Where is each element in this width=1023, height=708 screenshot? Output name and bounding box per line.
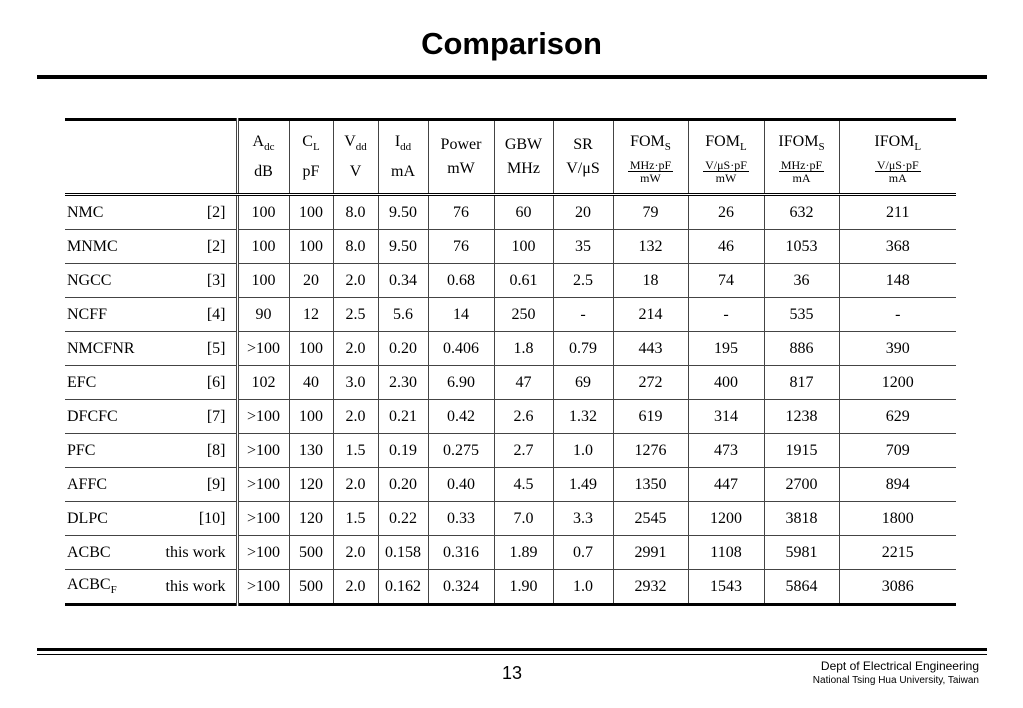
column-header xyxy=(428,120,494,195)
column-header-symbol: Power xyxy=(440,136,482,153)
unit-denominator: mA xyxy=(792,171,811,186)
table-cell: 500 xyxy=(289,570,333,605)
design-name: ACBC xyxy=(67,576,111,594)
table-cell: 0.68 xyxy=(428,264,494,298)
table-cell: 2.0 xyxy=(333,264,378,298)
column-header xyxy=(764,120,839,195)
table-cell: 79 xyxy=(613,195,688,230)
table-cell: 1.89 xyxy=(494,536,553,570)
column-header-unit: V xyxy=(349,162,362,180)
column-header xyxy=(839,120,956,195)
column-header-label xyxy=(495,133,553,157)
table-cell: 2545 xyxy=(613,502,688,536)
column-header-label xyxy=(689,130,764,159)
table-cell: 3.3 xyxy=(553,502,613,536)
column-header-unit: pF xyxy=(302,162,320,180)
table-cell: 74 xyxy=(688,264,764,298)
column-header xyxy=(289,120,333,195)
column-header-symbol: GBW xyxy=(504,136,543,153)
table-cell: 2932 xyxy=(613,570,688,605)
column-header-symbol: V xyxy=(344,133,356,151)
table-cell: 500 xyxy=(289,536,333,570)
table-cell: 272 xyxy=(613,366,688,400)
column-header-label xyxy=(765,130,839,159)
column-header xyxy=(494,120,553,195)
column-header xyxy=(333,120,378,195)
table-cell: 2.5 xyxy=(553,264,613,298)
table-cell: 619 xyxy=(613,400,688,434)
row-design-name xyxy=(65,434,160,468)
table-cell: 629 xyxy=(839,400,956,434)
row-design-name xyxy=(65,468,160,502)
table-cell: 100 xyxy=(289,332,333,366)
table-cell: 46 xyxy=(688,230,764,264)
table-cell: >100 xyxy=(237,400,289,434)
table-cell: 0.275 xyxy=(428,434,494,468)
slide-title: Comparison xyxy=(421,26,602,61)
unit-fraction xyxy=(875,159,921,184)
table-cell: 211 xyxy=(839,195,956,230)
table-cell: 0.33 xyxy=(428,502,494,536)
table-cell: 886 xyxy=(764,332,839,366)
table-cell: 26 xyxy=(688,195,764,230)
column-header-label xyxy=(840,130,957,159)
table-cell: 1.0 xyxy=(553,570,613,605)
design-name: NCFF xyxy=(67,305,108,323)
table-cell: 6.90 xyxy=(428,366,494,400)
table-cell: 1200 xyxy=(688,502,764,536)
table-cell: 12 xyxy=(289,298,333,332)
column-header-label xyxy=(614,130,688,159)
table-cell: 1276 xyxy=(613,434,688,468)
table-cell: 390 xyxy=(839,332,956,366)
header-blank xyxy=(65,120,160,195)
table-cell: 130 xyxy=(289,434,333,468)
footer-department: Dept of Electrical Engineering xyxy=(820,659,979,673)
table-cell: 47 xyxy=(494,366,553,400)
design-name: AFFC xyxy=(67,475,108,493)
row-design-name xyxy=(65,298,160,332)
table-cell: 1.90 xyxy=(494,570,553,605)
column-header-label xyxy=(239,130,289,159)
table-cell: 2.0 xyxy=(333,536,378,570)
design-name: ACBC xyxy=(67,543,111,561)
table-cell: 120 xyxy=(289,502,333,536)
column-header xyxy=(378,120,428,195)
footer-divider xyxy=(37,648,987,651)
table-cell: 14 xyxy=(428,298,494,332)
table-cell: 3086 xyxy=(839,570,956,605)
column-header-symbol: A xyxy=(252,133,265,151)
table-cell: >100 xyxy=(237,502,289,536)
table-row xyxy=(65,230,956,264)
table-cell: 8.0 xyxy=(333,230,378,264)
design-name-subscript: F xyxy=(110,584,117,597)
column-header xyxy=(688,120,764,195)
table-cell: 0.40 xyxy=(428,468,494,502)
column-header-unit xyxy=(614,159,688,184)
column-header-symbol: IFOM xyxy=(778,132,819,150)
table-cell: 0.20 xyxy=(378,332,428,366)
column-header-unit xyxy=(765,159,839,184)
table-cell: 0.61 xyxy=(494,264,553,298)
table-cell: 2.30 xyxy=(378,366,428,400)
table-cell: 1200 xyxy=(839,366,956,400)
table-cell: 3.0 xyxy=(333,366,378,400)
table-cell: 76 xyxy=(428,230,494,264)
row-reference: [3] xyxy=(160,264,237,298)
row-design-name xyxy=(65,400,160,434)
table-cell: 473 xyxy=(688,434,764,468)
table-cell: 0.158 xyxy=(378,536,428,570)
table-row xyxy=(65,298,956,332)
design-name: EFC xyxy=(67,373,97,391)
table-cell: 1.0 xyxy=(553,434,613,468)
table-cell: 1.32 xyxy=(553,400,613,434)
column-header-symbol: IFOM xyxy=(874,132,915,150)
table-cell: 1.8 xyxy=(494,332,553,366)
table-cell: 250 xyxy=(494,298,553,332)
unit-numerator: MHz·pF xyxy=(780,158,823,173)
table-cell: 1238 xyxy=(764,400,839,434)
table-cell: 120 xyxy=(289,468,333,502)
table-cell: 1108 xyxy=(688,536,764,570)
row-reference: this work xyxy=(160,570,237,605)
unit-denominator: mW xyxy=(640,171,661,186)
header-row xyxy=(65,120,956,195)
unit-denominator: mA xyxy=(888,171,907,186)
table-cell: 5.6 xyxy=(378,298,428,332)
column-header-unit: V/μS xyxy=(566,160,600,177)
table-cell: 2.0 xyxy=(333,332,378,366)
table-cell: 100 xyxy=(237,195,289,230)
row-design-name xyxy=(65,230,160,264)
column-header-symbol: SR xyxy=(573,136,593,153)
table-cell: 36 xyxy=(764,264,839,298)
table-cell: 100 xyxy=(237,264,289,298)
table-cell: 1.49 xyxy=(553,468,613,502)
column-header-symbol: FOM xyxy=(705,132,740,150)
table-cell: 7.0 xyxy=(494,502,553,536)
table-cell: 1800 xyxy=(839,502,956,536)
column-header-subscript: L xyxy=(739,141,747,154)
table-cell: 0.22 xyxy=(378,502,428,536)
title-divider xyxy=(37,75,987,79)
row-reference: [9] xyxy=(160,468,237,502)
table-cell: 1543 xyxy=(688,570,764,605)
table-cell: 0.316 xyxy=(428,536,494,570)
row-design-name xyxy=(65,536,160,570)
table-cell: 2.5 xyxy=(333,298,378,332)
table-cell: 447 xyxy=(688,468,764,502)
table-cell: 60 xyxy=(494,195,553,230)
table-cell: 0.406 xyxy=(428,332,494,366)
design-name: NMC xyxy=(67,203,104,221)
table-cell: 2.0 xyxy=(333,400,378,434)
row-design-name xyxy=(65,264,160,298)
row-design-name xyxy=(65,332,160,366)
table-cell: 2991 xyxy=(613,536,688,570)
table-cell: 400 xyxy=(688,366,764,400)
column-header-unit xyxy=(689,159,764,184)
column-header-subscript: dc xyxy=(264,141,275,154)
column-header-symbol: FOM xyxy=(630,132,665,150)
column-header-subscript: S xyxy=(664,141,671,154)
table-cell: 102 xyxy=(237,366,289,400)
column-header-subscript: dd xyxy=(355,141,367,154)
table-row xyxy=(65,332,956,366)
column-header-unit: mA xyxy=(391,162,415,180)
table-cell: 368 xyxy=(839,230,956,264)
table-row xyxy=(65,502,956,536)
row-design-name xyxy=(65,502,160,536)
table-cell: 100 xyxy=(289,195,333,230)
comparison-table xyxy=(65,118,956,606)
table-cell: - xyxy=(553,298,613,332)
table-row xyxy=(65,536,956,570)
table-cell: 0.19 xyxy=(378,434,428,468)
unit-numerator: V/μS·pF xyxy=(705,158,747,173)
table-row xyxy=(65,468,956,502)
table-cell: 100 xyxy=(289,230,333,264)
row-reference: [10] xyxy=(160,502,237,536)
column-header xyxy=(237,120,289,195)
table-cell: 8.0 xyxy=(333,195,378,230)
table-cell: 3818 xyxy=(764,502,839,536)
table-cell: 0.20 xyxy=(378,468,428,502)
row-design-name xyxy=(65,570,160,605)
table-row xyxy=(65,366,956,400)
table-cell: 76 xyxy=(428,195,494,230)
table-cell: 1053 xyxy=(764,230,839,264)
column-header-symbol: C xyxy=(302,133,313,151)
table-cell: 632 xyxy=(764,195,839,230)
table-cell: 18 xyxy=(613,264,688,298)
row-reference: this work xyxy=(160,536,237,570)
table-cell: 195 xyxy=(688,332,764,366)
table-cell: - xyxy=(688,298,764,332)
table-cell: 0.42 xyxy=(428,400,494,434)
table-cell: 2215 xyxy=(839,536,956,570)
table-cell: 314 xyxy=(688,400,764,434)
table-cell: 0.34 xyxy=(378,264,428,298)
table-cell: 535 xyxy=(764,298,839,332)
column-header-unit: dB xyxy=(254,162,273,180)
table-cell: 1.5 xyxy=(333,434,378,468)
row-reference: [2] xyxy=(160,230,237,264)
column-header-unit: mW xyxy=(447,160,475,177)
row-design-name xyxy=(65,195,160,230)
unit-fraction xyxy=(703,159,749,184)
table-cell: 1.5 xyxy=(333,502,378,536)
table-cell: 5864 xyxy=(764,570,839,605)
table-cell: 100 xyxy=(289,400,333,434)
table-cell: 1915 xyxy=(764,434,839,468)
row-reference: [6] xyxy=(160,366,237,400)
table-cell: 2.7 xyxy=(494,434,553,468)
table-cell: 5981 xyxy=(764,536,839,570)
table-cell: 40 xyxy=(289,366,333,400)
table-cell: >100 xyxy=(237,468,289,502)
header-blank-ref xyxy=(160,120,237,195)
column-header-unit: MHz xyxy=(507,160,540,177)
design-name: NGCC xyxy=(67,271,112,289)
table-cell: 20 xyxy=(553,195,613,230)
table-cell: 100 xyxy=(494,230,553,264)
table-row xyxy=(65,400,956,434)
column-header-symbol: I xyxy=(394,133,401,151)
unit-numerator: V/μS·pF xyxy=(876,158,919,173)
table-row xyxy=(65,264,956,298)
table-row xyxy=(65,195,956,230)
table-cell: 817 xyxy=(764,366,839,400)
row-reference: [2] xyxy=(160,195,237,230)
table-cell: 69 xyxy=(553,366,613,400)
footer-divider-thin xyxy=(37,654,987,655)
table-cell: 100 xyxy=(237,230,289,264)
table-cell: 148 xyxy=(839,264,956,298)
table-cell: 2700 xyxy=(764,468,839,502)
table-cell: >100 xyxy=(237,332,289,366)
table-cell: 0.324 xyxy=(428,570,494,605)
design-name: NMCFNR xyxy=(67,339,135,357)
unit-fraction xyxy=(628,159,673,184)
table-cell: 0.21 xyxy=(378,400,428,434)
table-cell: 214 xyxy=(613,298,688,332)
column-header-subscript: L xyxy=(312,141,320,154)
table-cell: 0.162 xyxy=(378,570,428,605)
column-header-label xyxy=(554,133,613,157)
table-cell: 2.0 xyxy=(333,468,378,502)
row-reference: [4] xyxy=(160,298,237,332)
design-name: DFCFC xyxy=(67,407,118,425)
table-cell: 9.50 xyxy=(378,195,428,230)
table-cell: 35 xyxy=(553,230,613,264)
table-row xyxy=(65,434,956,468)
column-header-subscript: dd xyxy=(400,141,412,154)
table-cell: >100 xyxy=(237,434,289,468)
design-name: DLPC xyxy=(67,509,108,527)
design-name: PFC xyxy=(67,441,96,459)
column-header xyxy=(553,120,613,195)
table-cell: 90 xyxy=(237,298,289,332)
row-design-name xyxy=(65,366,160,400)
design-name: MNMC xyxy=(67,237,118,255)
column-header-subscript: S xyxy=(818,141,825,154)
table-cell: 9.50 xyxy=(378,230,428,264)
table-cell: 709 xyxy=(839,434,956,468)
table-cell: >100 xyxy=(237,536,289,570)
column-header-label xyxy=(290,130,333,159)
table-cell: 20 xyxy=(289,264,333,298)
row-reference: [8] xyxy=(160,434,237,468)
table-row xyxy=(65,570,956,605)
column-header-label xyxy=(379,130,428,159)
table-cell: 0.79 xyxy=(553,332,613,366)
page-number: 13 xyxy=(501,663,523,683)
table-cell: 894 xyxy=(839,468,956,502)
table-cell: >100 xyxy=(237,570,289,605)
table-cell: 4.5 xyxy=(494,468,553,502)
column-header-label xyxy=(334,130,378,159)
unit-fraction xyxy=(779,159,824,184)
unit-denominator: mW xyxy=(715,171,737,186)
table-cell: - xyxy=(839,298,956,332)
table-cell: 0.7 xyxy=(553,536,613,570)
table-cell: 2.0 xyxy=(333,570,378,605)
row-reference: [5] xyxy=(160,332,237,366)
table-cell: 1350 xyxy=(613,468,688,502)
footer-affiliation xyxy=(813,659,979,688)
column-header-subscript: L xyxy=(914,141,922,154)
footer-university: National Tsing Hua University, Taiwan xyxy=(812,675,979,686)
table-cell: 2.6 xyxy=(494,400,553,434)
table-cell: 443 xyxy=(613,332,688,366)
table-cell: 132 xyxy=(613,230,688,264)
unit-numerator: MHz·pF xyxy=(629,158,672,173)
column-header-unit xyxy=(840,159,957,184)
column-header xyxy=(613,120,688,195)
row-reference: [7] xyxy=(160,400,237,434)
column-header-label xyxy=(429,133,494,157)
